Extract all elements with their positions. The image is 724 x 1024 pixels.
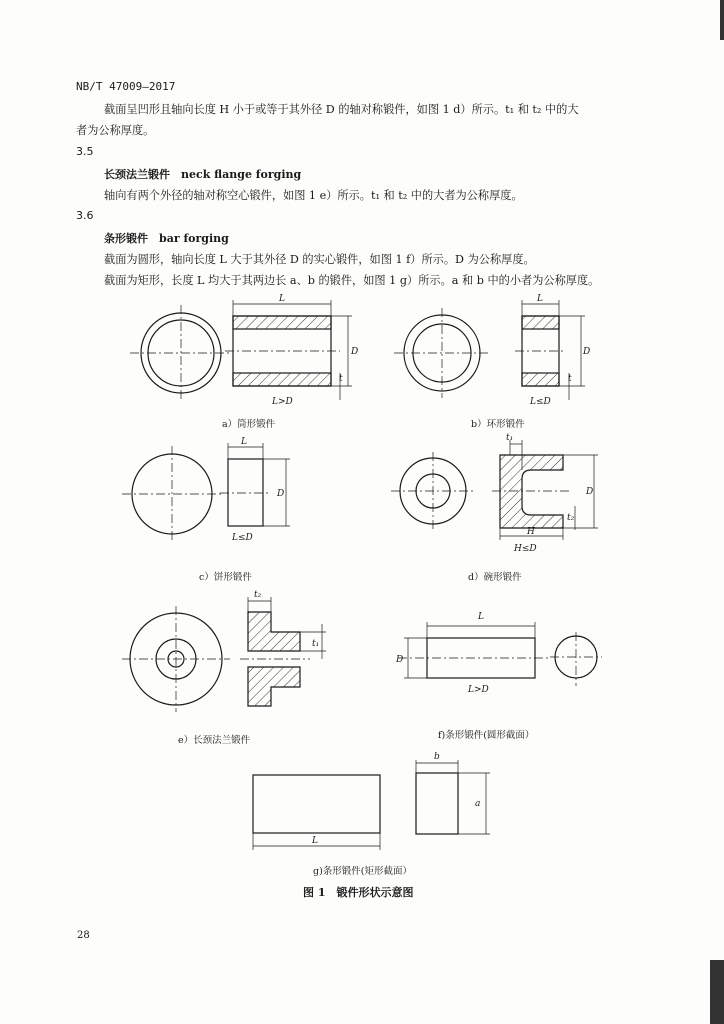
scan-edge-mark <box>710 960 724 1024</box>
dim-condition: L≤D <box>232 533 253 543</box>
section-number: 3.5 <box>76 145 94 158</box>
section-term: 长颈法兰锻件 neck flange forging <box>104 168 302 181</box>
section-definition: 截面为矩形，长度 L 均大于其两边长 a、b 的锻件，如图 1 g）所示。a 和 b 中的小者为公称厚度。 <box>104 274 600 287</box>
dim-label: D <box>583 347 591 357</box>
sketch-g-bar-rect <box>253 760 490 850</box>
dim-condition: L>D <box>272 397 293 407</box>
dim-condition: H≤D <box>514 544 537 554</box>
dim-label: L <box>241 437 247 447</box>
sketch-a-cylinder <box>130 300 352 401</box>
section-term: 条形锻件 bar forging <box>104 232 229 245</box>
caption-f: f)条形锻件(圆形截面） <box>438 730 535 741</box>
paragraph-line: 截面呈凹形且轴向长度 H 小于或等于其外径 D 的轴对称锻件，如图 1 d）所示。t₁ 和 t₂ 中的大 <box>104 103 579 116</box>
caption-c: c）饼形锻件 <box>199 572 252 583</box>
dim-label: t <box>339 374 343 384</box>
dim-label: t₁ <box>312 639 320 649</box>
dim-label: D <box>351 347 359 357</box>
caption-g: g)条形锻件(矩形截面） <box>313 866 412 877</box>
scan-edge-mark <box>720 0 724 40</box>
section-number: 3.6 <box>76 209 94 222</box>
dim-label: t₁ <box>506 433 514 443</box>
dim-label: D <box>586 487 594 497</box>
dim-label: t₂ <box>567 513 575 523</box>
dim-label: L <box>279 294 285 304</box>
dim-label: b <box>434 752 440 762</box>
dim-condition: L≤D <box>530 397 551 407</box>
sketch-b-ring <box>394 300 585 400</box>
section-definition: 轴向有两个外径的轴对称空心锻件，如图 1 e）所示。t₁ 和 t₂ 中的大者为公称厚度。 <box>104 189 523 202</box>
standard-header: NB/T 47009—2017 <box>76 80 176 93</box>
caption-b: b）环形锻件 <box>471 419 525 430</box>
sketch-f-bar-round <box>398 622 602 686</box>
dim-condition: L>D <box>468 685 489 695</box>
caption-a: a）筒形锻件 <box>222 419 276 430</box>
dim-label: L <box>312 836 318 846</box>
section-definition: 截面为圆形，轴向长度 L 大于其外径 D 的实心锻件，如图 1 f）所示。D 为公称厚度。 <box>104 253 535 266</box>
dim-label: a <box>475 799 481 809</box>
sketch-e-neck-flange <box>122 597 326 712</box>
paragraph-line: 者为公称厚度。 <box>76 124 155 137</box>
caption-d: d）碗形锻件 <box>468 572 522 583</box>
dim-label: t₂ <box>254 590 262 600</box>
dim-label: D <box>277 489 285 499</box>
caption-e: e）长颈法兰锻件 <box>178 735 251 746</box>
dim-label: t <box>568 374 572 384</box>
dim-label: H <box>527 527 535 537</box>
dim-label: L <box>478 612 484 622</box>
page-number: 28 <box>77 930 90 941</box>
sketch-c-disc <box>122 443 290 542</box>
dim-label: L <box>537 294 543 304</box>
figure-title: 图 1 锻件形状示意图 <box>303 886 414 899</box>
sketch-d-bowl <box>391 440 598 540</box>
dim-label: D <box>396 655 404 665</box>
